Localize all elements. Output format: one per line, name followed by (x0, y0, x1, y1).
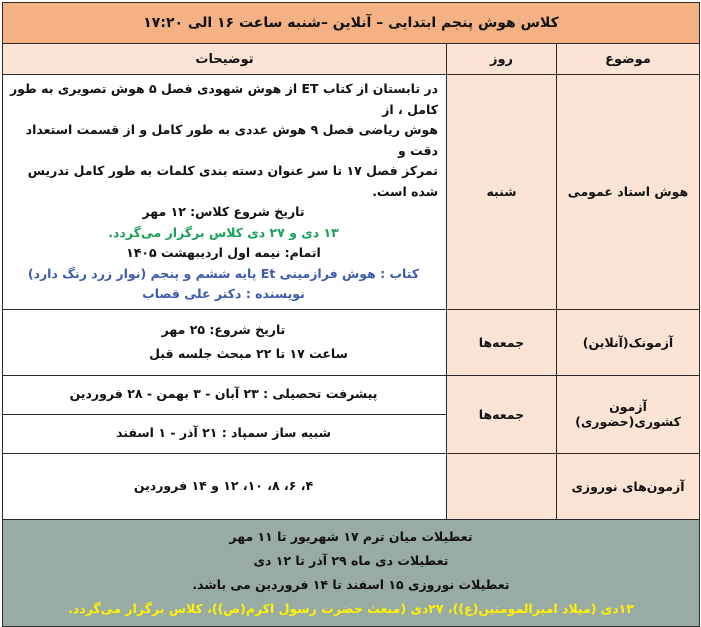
desc-line: تمرکز فصل ۱۷ تا سر عنوان دسته بندی کلمات به طور کامل تدریس شده است. (27, 163, 438, 199)
end-date: اتمام: نیمه اول اردیبهشت ۱۴۰۵ (126, 245, 321, 260)
nowruz-exam-dates: ۴، ۶، ۸، ۱۰، ۱۲ و ۱۴ فروردین (3, 453, 447, 519)
header-day: روز (447, 44, 557, 75)
dey-holiday: تعطیلات دی ماه ۲۹ آذر تا ۱۲ دی (253, 552, 449, 568)
book-info: کتاب : هوش فرازمینی Et پایه ششم و پنجم (نوار زرد رنگ دارد) (27, 265, 420, 281)
nowruz-holiday: تعطیلات نوروزی ۱۵ اسفند تا ۱۴ فروردین می باشد. (192, 576, 510, 592)
class-start-date: تاریخ شروع کلاس: ۱۲ مهر (142, 204, 305, 219)
topic-nowruz-exams: آزمون‌های نوروزی (557, 453, 700, 519)
header-topic: موضوع (557, 44, 700, 75)
quiz-details (9, 342, 438, 366)
sampad-simulator-dates: شبیه ساز سمپاد : ۲۱ آذر - ۱ اسفند (3, 414, 447, 453)
academic-progress-dates: پیشرفت تحصیلی : ۲۳ آبان - ۳ بهمن - ۲۸ فروردین (3, 375, 447, 414)
midterm-holiday: تعطیلات میان ترم ۱۷ شهریور تا ۱۱ مهر (229, 528, 473, 544)
description-online-quiz (3, 309, 447, 375)
topic-national-exam: آزمون کشوری(حضوری) (557, 375, 700, 453)
topic-general-intelligence: هوش استاد عمومی (557, 75, 700, 310)
schedule-title: کلاس هوش پنجم ابتدایی – آنلاین –شنبه ساعت ۱۶ الی ۱۷:۲۰ (3, 3, 700, 44)
author-info: نویسنده : دکتر علی قصاب (142, 286, 305, 301)
quiz-start-date: تاریخ شروع: ۲۵ مهر (161, 322, 286, 337)
quiz-scope: مبحث جلسه قبل (149, 346, 252, 361)
day-empty (447, 453, 557, 519)
special-days-note: ۱۳دی (میلاد امیرالمومنین(ع))، ۲۷دی (مبعث حضرت رسول اکرم(ص))، کلاس برگزار می‌گردد. (68, 600, 634, 616)
schedule-table (2, 2, 700, 627)
day-saturday: شنبه (447, 75, 557, 310)
desc-line: هوش ریاضی فصل ۹ هوش عددی به طور کامل و از قسمت استعداد دقت و (25, 122, 438, 158)
special-sessions-note: ۱۳ دی و ۲۷ دی کلاس برگزار می‌گردد. (108, 224, 339, 240)
day-fridays: جمعه‌ها (447, 309, 557, 375)
quiz-time: ساعت ۱۷ تا ۲۲ (256, 346, 348, 361)
topic-online-quiz: آزمونک(آنلاین) (557, 309, 700, 375)
day-fridays: جمعه‌ها (447, 375, 557, 453)
header-description: توضیحات (3, 44, 447, 75)
desc-line: در تابستان از کتاب ET از هوش شهودی فصل ۵ هوش تصویری به طور کامل ، از (9, 81, 438, 117)
holidays-footer (3, 519, 700, 626)
description-general-intelligence (3, 75, 447, 310)
